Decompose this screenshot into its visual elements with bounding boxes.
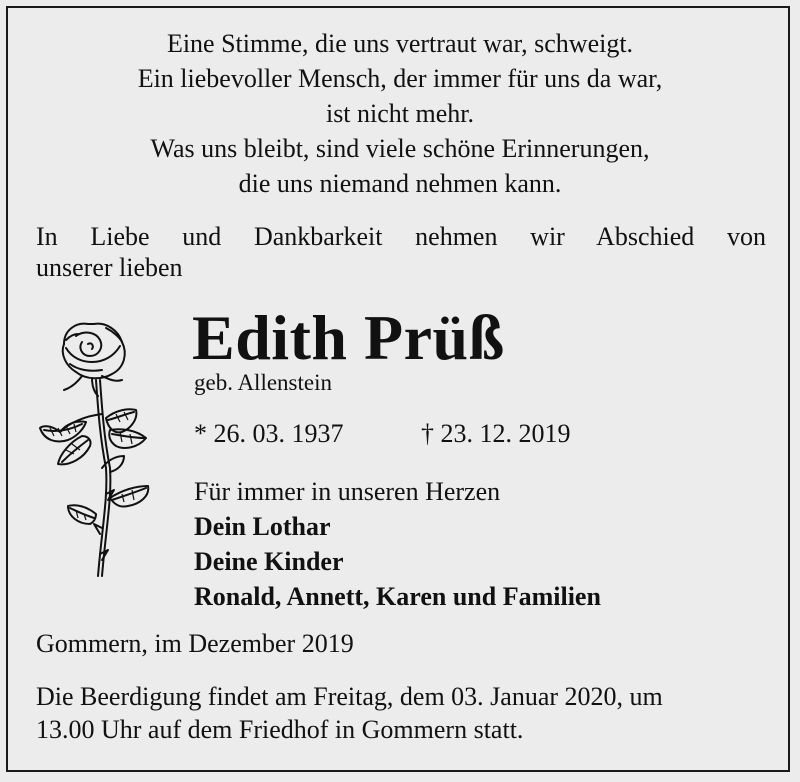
funeral-info [36,680,766,746]
birth-date: * 26. 03. 1937 [194,419,344,448]
rose-icon [36,318,166,580]
death-date: † 23. 12. 2019 [421,419,571,448]
mourners-block [194,474,601,614]
mourner-name: Dein Lothar [194,512,331,541]
funeral-line: 13.00 Uhr auf dem Friedhof in Gommern statt. [36,715,524,744]
poem-line: Ein liebevoller Mensch, der immer für uns da war, [137,64,663,93]
poem [0,26,800,201]
mourner-name: Ronald, Annett, Karen und Familien [194,582,601,611]
motto: Für immer in unseren Herzen [194,477,501,506]
place-date: Gommern, im Dezember 2019 [36,629,354,658]
mourner-name: Deine Kinder [194,547,344,576]
intro-line: In Liebe und Dankbarkeit nehmen wir Abschied von [36,222,766,251]
funeral-line: Die Beerdigung findet am Freitag, dem 03. Januar 2020, um [36,682,663,711]
poem-line: Was uns bleibt, sind viele schöne Erinnerungen, [150,134,650,163]
deceased-name: Edith Prüß [192,302,505,373]
intro-text [36,221,766,283]
poem-line: ist nicht mehr. [325,99,475,128]
poem-line: die uns niemand nehmen kann. [238,169,562,198]
intro-line: unserer lieben [36,253,183,282]
maiden-name: geb. Allenstein [194,370,332,395]
poem-line: Eine Stimme, die uns vertraut war, schweigt. [166,29,634,58]
